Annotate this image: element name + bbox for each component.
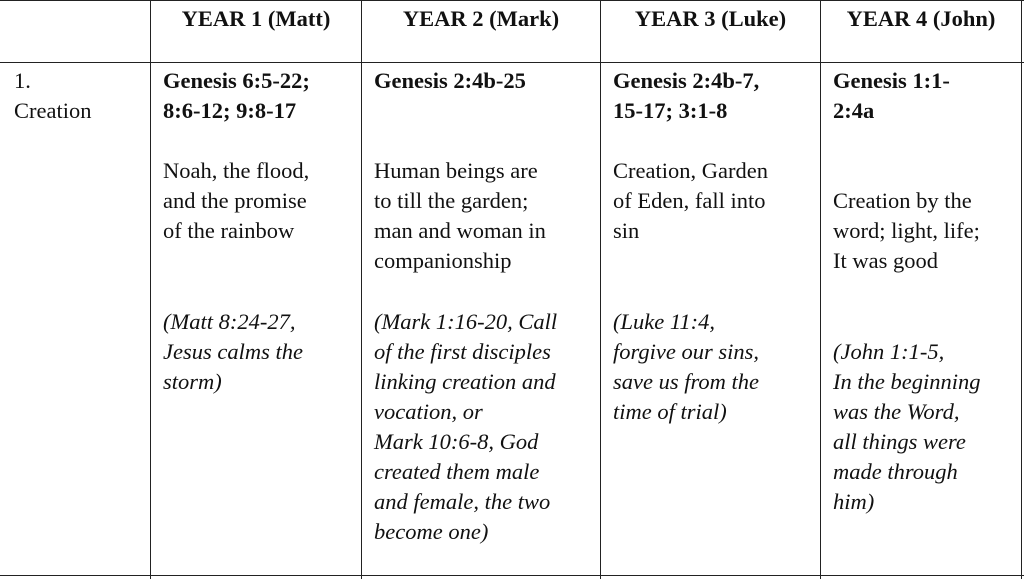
table-bottom-border <box>0 575 1024 576</box>
year-3-gospel: (Luke 11:4, forgive our sins, save us from the time of trial) <box>613 309 760 424</box>
year-3-reading: Genesis 2:4b-7, 15-17; 3:1-8 <box>613 68 760 123</box>
year-4-gospel: (John 1:1-5, In the beginning was the Word, all things were made through him) <box>833 339 981 514</box>
year-2-reading: Genesis 2:4b-25 <box>374 68 526 93</box>
year-1-gospel: (Matt 8:24-27, Jesus calms the storm) <box>163 309 303 394</box>
header-row-border <box>0 62 1024 63</box>
column-divider-2 <box>361 0 362 579</box>
header-cell-year-1: YEAR 1 (Matt) <box>181 6 331 31</box>
header-cell-year-2: YEAR 2 (Mark) <box>402 6 560 31</box>
year-4-summary: Creation by the word; light, life; It was good <box>833 188 980 273</box>
header-cell-year-3: YEAR 3 (Luke) <box>634 6 787 31</box>
column-divider-1 <box>150 0 151 579</box>
year-3-summary: Creation, Garden of Eden, fall into sin <box>613 158 768 243</box>
year-2-summary: Human beings are to till the garden; man and woman in companionship <box>374 158 546 273</box>
column-divider-3 <box>600 0 601 579</box>
row-label-title: Creation <box>14 98 92 123</box>
column-divider-4 <box>820 0 821 579</box>
column-divider-right <box>1021 0 1022 579</box>
year-1-summary: Noah, the flood, and the promise of the rainbow <box>163 158 310 243</box>
year-1-reading: Genesis 6:5-22; 8:6-12; 9:8-17 <box>163 68 310 123</box>
year-2-gospel: (Mark 1:16-20, Call of the first disciples linking creation and vocation, or Mark 10:6-8, God created them male and female, the two become one) <box>374 309 558 544</box>
year-4-reading: Genesis 1:1- 2:4a <box>833 68 950 123</box>
header-cell-year-4: YEAR 4 (John) <box>846 6 996 31</box>
row-label-number: 1. <box>14 68 31 93</box>
table-top-border <box>0 0 1024 1</box>
